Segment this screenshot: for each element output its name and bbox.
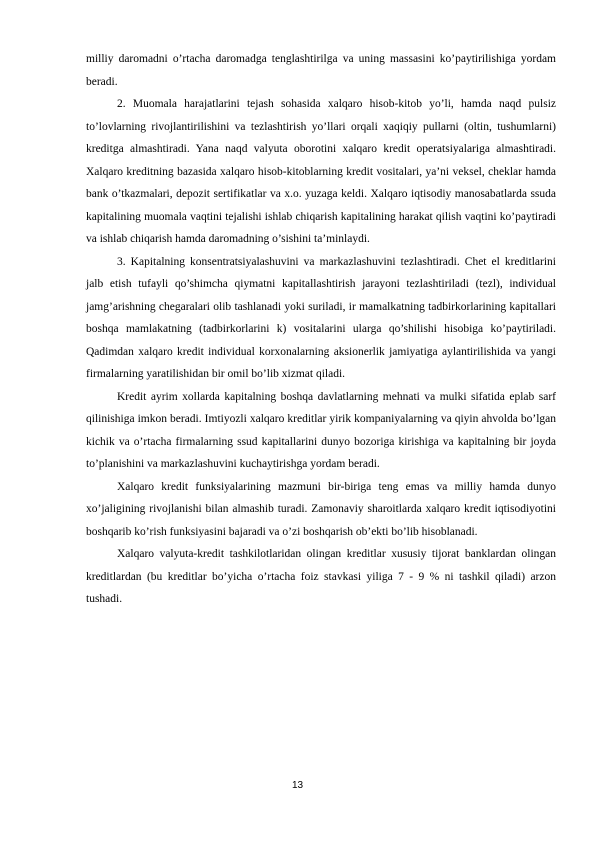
paragraph-continuation: milliy daromadni o’rtacha daromadga tenglashtirilga va uning massasini ko’paytirilishiga yordam beradi. bbox=[86, 53, 556, 88]
paragraph-kredit: Kredit ayrim xollarda kapitalning boshqa davlatlarning mehnati va mulki sifatida eplab sarf qilinishiga imkon beradi. Imtiyozli xalqaro kreditlar yirik kompaniyalarning va qiyin ahvolda bo’lgan kichik va o’rtacha firmalarning ssud kapitallarini dunyo bozoriga kirishiga va kapitalning bir joyda to’planishini va markazlashuvini kuchaytirishga yordam beradi. bbox=[86, 390, 556, 470]
paragraph-item-2: 2. Muomala harajatlarini tejash sohasida xalqaro hisob-kitob yo’li, hamda naqd pulsiz to’lovlarning rivojlantirilishini va tezlashtirish yo’llari orqali xaqiqiy pullarni (oltin, tushumlarni) kreditga almashtiradi. Yana naqd valyuta oborotini xalqaro kredit operatsiyalariga almashtiradi. Xalqaro kreditning bazasida xalqaro hisob-kitoblarning kredit vositalari, ya’ni veksel, cheklar hamda bank o’tkazmalari, depozit sertifikatlar va x.o. yuzaga keldi. Xalqaro iqtisodiy manosabatlarda ssuda kapitalining muomala vaqtini tejalishi ishlab chiqarish kapitalining harakat qilish vaqtini ko’paytiradi va ishlab chiqarish hamda daromadning o’sishini ta’minlaydi. bbox=[86, 98, 556, 245]
paragraph-item-3: 3. Kapitalning konsentratsiyalashuvini va markazlashuvini tezlashtiradi. Chet el kreditlarini jalb etish tufayli qo’shimcha qiymatni kapitallashtirish jarayoni tezlashtiriladi (tezl), individual jamg’arishning chegaralari olib tashlanadi yoki suriladi, ir mamalkatning tadbirkorlarining kapitallari boshqa mamlakatning (tadbirkorlarini k) vositalarini ularga qo’shilishi hisobiga ko’paytiriladi. Qadimdan xalqaro kredit individual korxonalarning aksionerlik jamiyatiga aylantirilishida va yangi firmalarning yaratilishidan bir omil bo’lib xizmat qiladi. bbox=[86, 255, 556, 380]
paragraph-tashkilotlar: Xalqaro valyuta-kredit tashkilotlaridan olingan kreditlar xususiy tijorat banklardan olingan kreditlardan (bu kreditlar bo’yicha o’rtacha foiz stavkasi yiliga 7 - 9 % ni tashkil qiladi) arzon tushadi. bbox=[86, 548, 556, 605]
page-number: 13 bbox=[291, 780, 304, 791]
document-body bbox=[86, 48, 556, 611]
paragraph-funksiyalar: Xalqaro kredit funksiyalarining mazmuni bir-biriga teng emas va milliy hamda dunyo xo’jaligining rivojlanishi bilan almashib turadi. Zamonaviy sharoitlarda xalqaro kredit iqtisodiyotini boshqarib ko’rish funksiyasini bajaradi va o’zi boshqarish ob’ekti bo’lib hisoblanadi. bbox=[86, 480, 556, 538]
